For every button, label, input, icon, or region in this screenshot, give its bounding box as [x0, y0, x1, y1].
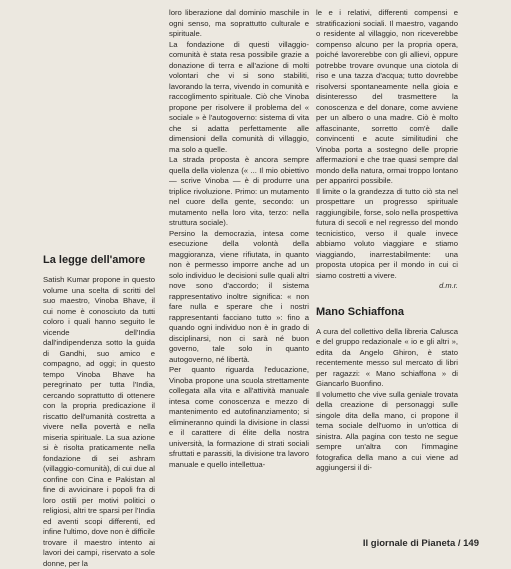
paragraph: La strada proposta è ancora sempre quella della violenza (« ... Il mio obiettivo — scrive Vinoba — è di produrre una triplice rivoluzione. Primo: un mutamento nel cuore della gente, secondo: un mutamento nella loro vita, terzo: nella struttura sociale).	[169, 155, 309, 227]
column-2	[169, 8, 309, 470]
paragraph: Per quanto riguarda l'educazione, Vinoba propone una scuola strettamente collegata alla vita e all'attività manuale intesa come conoscenza e mezzo di mantenimento ed autofinanziamento; si elimineranno quindi la divisione in classi e il carattere di élite della nostra università, la formazione di strati sociali sfruttati e parassiti, la divisione tra lavoro manuale e quello intellettua-	[169, 365, 309, 469]
article-heading-mano-schiaffona: Mano Schiaffona	[316, 305, 405, 318]
paragraph: loro liberazione dal dominio maschile in ogni senso, ma soprattutto culturale e spirituale.	[169, 8, 309, 38]
paragraph: Satish Kumar propone in questo volume una scelta di scritti del suo maestro, Vinoba Bhave, il cui nome è conosciuto da tutti coloro i quali hanno seguito le vicende dell'India dall'indipendenza sotto la guida di Gandhi, suo amico e compagno, ad oggi; in questo tempo Vinoba Bhave ha peregrinato per tutta l'India, cercando soprattutto di ottenere con la propria predicazione il riscatto dell'umanità costretta a vivere nella povertà e nella miseria spirituale. La sua azione si è risolta praticamente nella fondazione di sei ashram (villaggio-comunità), di cui due al confine con Cina e Pakistan al fine di avvicinare i popoli fra di loro ostili per motivi politici o religiosi, altri tre sparsi per l'India ed aventi scopi differenti, ed infine l'ultimo, dove non è difficile trovare il maestro intento ai lavori dei campi, riservato a sole donne, per la	[43, 275, 156, 568]
paragraph: La fondazione di questi villaggio-comunità è stata resa possibile grazie a donazione di terra e all'azione di molti volontari che vi si sono stabiliti, lavorando la terra, vivendo in comunità e raccoglimento spirituale. Ciò che Vinoba propone per risolvere il problema del « sociale » è l'autogoverno: sistema di vita che si adatta perfettamente alle dimensioni della comunità di villaggio, ma solo a quelle.	[169, 39, 309, 154]
column-3	[316, 8, 458, 474]
paragraph: le e i relativi, differenti compensi e stratificazioni sociali. Il maestro, vagando o residente al villaggio, non riceverebbe compenso alcuno per la propria opera, poiché lavorerebbe con gli allievi, oppure potrebbe trovare ovunque una ciotola di riso e una tazza d'acqua; tutto dovrebbe risolversi spontaneamente nella gioia e disinteresso del trasmettere la conoscenza e del donare, come avviene per un albero o una madre. Ciò è molto affascinante, sorretto com'è dalle convincenti e acute similitudini che Vinoba porta a sostegno delle proprie affermazioni e che trae quasi sempre dal mondo della natura, ormai troppo lontano per apparirci possibile.	[316, 8, 458, 185]
paragraph: Persino la democrazia, intesa come esecuzione della volontà della maggioranza, viene rifiutata, in quanto non è permesso imporre anche ad un solo individuo le decisioni sulle quali altri nove sono d'accordo; il sistema rappresentativo inoltre significa: « non fare nulla e sperare che i nostri rappresentanti facciano tutto »: fino a quando ogni individuo non è in grado di disciplinarsi, non ci sarà né buon governo, tale solo in quanto autogoverno, né libertà.	[169, 228, 309, 364]
column-1	[43, 254, 155, 569]
paragraph: A cura del collettivo della libreria Calusca e del gruppo redazionale « io e gli altri », edita da Angelo Ghiron, è stato recentemente messo sul mercato di libri per ragazzi: « Mano schiaffona » di Giancarlo Buonfino.	[316, 326, 458, 388]
author-signature: d.m.r.	[439, 281, 458, 290]
paragraph: Il limite o la grandezza di tutto ciò sta nel prospettare un progresso spirituale raggiungibile, forse, solo nella prospettiva futura di secoli e nel regresso del mondo tecnicistico, verso il quale invece abbiamo voluto viaggiare e stiamo viaggiando, inarrestabilmente: una proposta utopica per il mondo in cui ci siamo costretti a vivere.	[316, 186, 458, 280]
article-heading-la-legge-dell-amore: La legge dell'amore	[43, 254, 146, 266]
page-footer: Il giornale di Pianeta / 149	[362, 538, 479, 549]
paragraph: Il volumetto che vive sulla geniale trovata della creazione di personaggi sulle singole dita della mano, ci propone il tema sociale dell'uomo in un'ottica di sinistra. Alla pagina con testo ne segue sempre un'altra con l'immagine fotografica della mano a cui viene ad aggiungersi il di-	[316, 389, 458, 472]
